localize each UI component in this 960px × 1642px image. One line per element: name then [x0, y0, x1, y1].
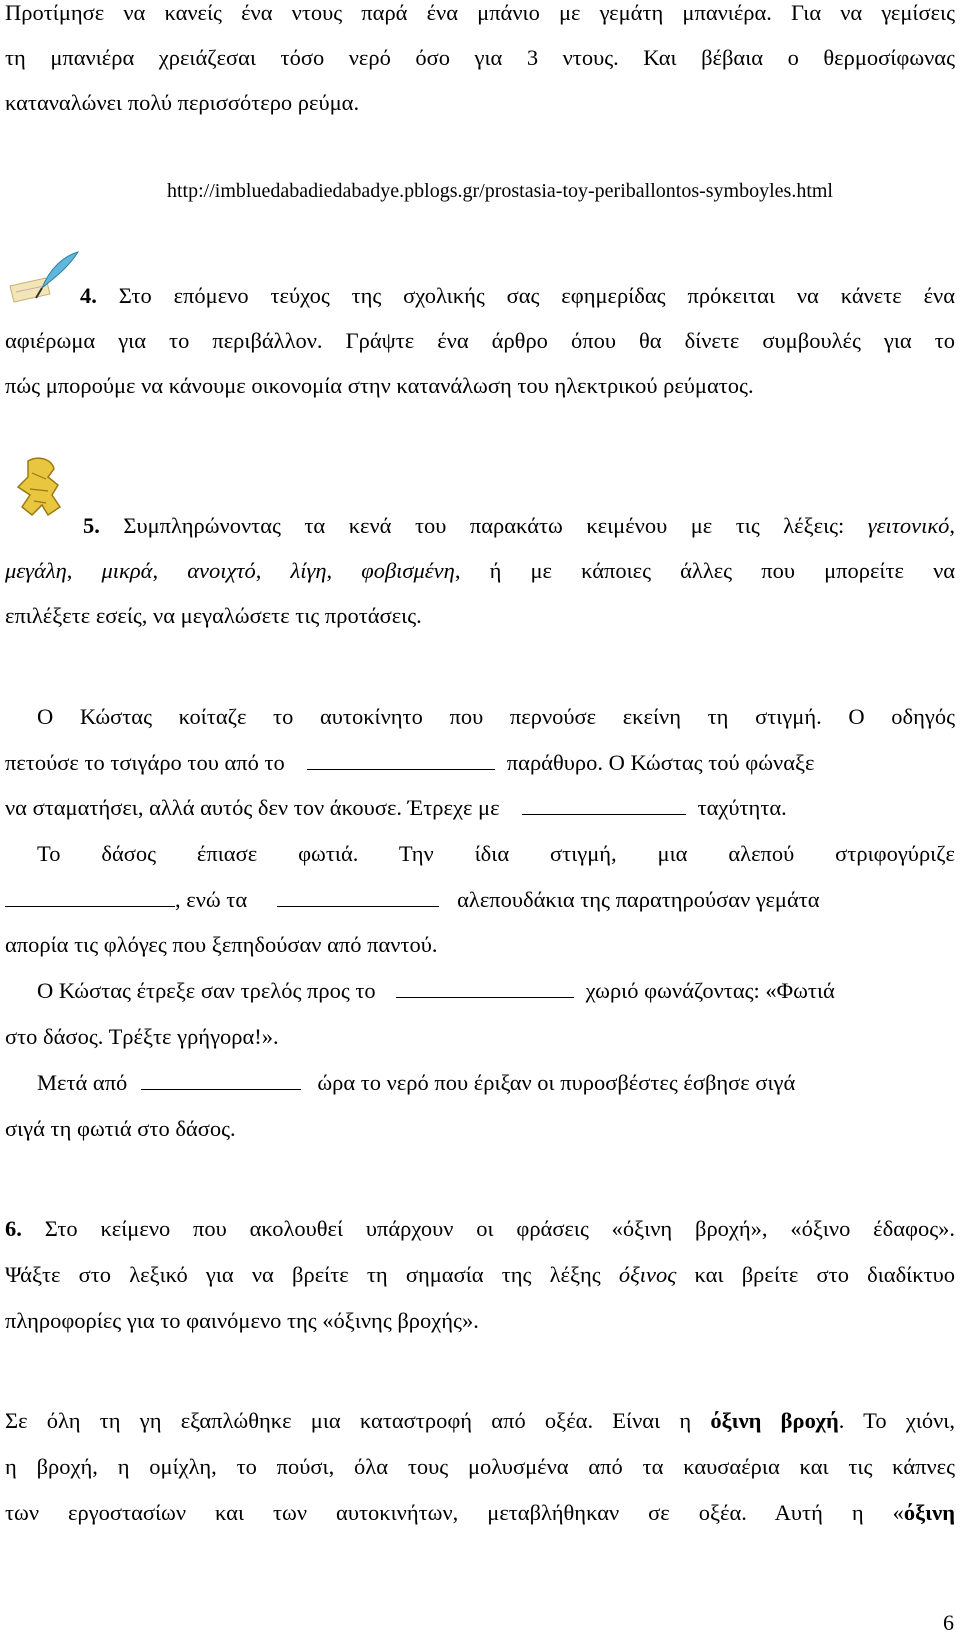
acid-line-3 [5, 1502, 955, 1525]
story-line-6: απορία τις φλόγες που ξεπηδούσαν από παντού. [5, 932, 438, 957]
word-mikra: μικρά [101, 558, 153, 583]
story-line-2 [5, 752, 955, 775]
story-line-9b: ώρα το νερό που έριξαν οι πυροσβέστες έσβησε σιγά [317, 1070, 796, 1095]
intro-line-3: καταναλώνει πολύ περισσότερο ρεύμα. [5, 90, 360, 115]
q6-line-3: πληροφορίες για το φαινόμενο της «όξινης βροχής». [5, 1308, 479, 1333]
q6-number: 6. [5, 1216, 22, 1241]
blank-5[interactable] [396, 996, 574, 998]
q4-line-1-text: Στο επόμενο τεύχος της σχολικής σας εφημερίδας πρόκειται να κάνετε ένα [118, 283, 956, 308]
story-line-3a: να σταματήσει, αλλά αυτός δεν τον άκουσε. Έτρεχε με [5, 795, 500, 820]
story-line-3b: ταχύτητα. [697, 795, 787, 820]
q5-line-2-text: ή με κάποιες άλλες που μπορείτε να [489, 558, 956, 583]
source-link[interactable]: http://imbluedabadiedabadye.pblogs.gr/prostasia-toy-periballontos-symboyles.html [167, 180, 833, 202]
blank-1[interactable] [307, 768, 495, 770]
story-line-9a: Μετά από [37, 1070, 128, 1095]
q4-line-1 [80, 285, 955, 308]
q6-line-2b: και βρείτε στο διαδίκτυο [694, 1262, 955, 1287]
story-line-2b: παράθυρο. Ο Κώστας τού φώναξε [506, 750, 815, 775]
q5-line-2: μεγάλη, μικρά, ανοιχτό, λίγη, φοβισμένη, ή με κάποιες άλλες που μπορείτε να [5, 558, 956, 583]
story-line-8: στο δάσος. Τρέξτε γρήγορα!». [5, 1024, 279, 1049]
word-ligi: λίγη [290, 558, 327, 583]
q6-line-2a: Ψάξτε στο λεξικό για να βρείτε τη σημασία της λέξης [5, 1262, 601, 1287]
word-anoixto: ανοιχτό [187, 558, 256, 583]
blank-4[interactable] [277, 905, 439, 907]
acid-bold-term-2: όξινη [903, 1500, 955, 1525]
q5-line-1: 5. Συμπληρώνοντας τα κενά του παρακάτω κειμένου με τις λέξεις: γειτονικό, [83, 513, 955, 538]
blank-3[interactable] [5, 905, 175, 907]
word-fovismeni: φοβισμένη [361, 558, 455, 583]
story-line-9 [37, 1072, 960, 1095]
acid-line-1a: Σε όλη τη γη εξαπλώθηκε μια καταστροφή από οξέα. Είναι η [5, 1408, 692, 1433]
story-line-7 [37, 980, 960, 1003]
q4-line-3: πώς μπορούμε να κάνουμε οικονομία στην κατανάλωση του ηλεκτρικού ρεύματος. [5, 373, 754, 398]
puzzle-figure-icon [8, 455, 78, 531]
acid-line-1b: . Το χιόνι, [838, 1408, 955, 1433]
story-line-5b: αλεπουδάκια της παρατηρούσαν γεμάτα [457, 887, 820, 912]
story-line-10: σιγά τη φωτιά στο δάσος. [5, 1116, 236, 1141]
story-line-3 [5, 797, 955, 820]
q5-number: 5. [83, 513, 100, 538]
story-line-7b: χωριό φωνάζοντας: «Φωτιά [585, 978, 835, 1003]
story-line-5a: , ενώ τα [175, 887, 248, 912]
intro-line-1: Προτίμησε να κανείς ένα ντους παρά ένα μπάνιο με γεμάτη μπανιέρα. Για να γεμίσεις [5, 0, 955, 25]
story-line-1: Ο Κώστας κοίταζε το αυτοκίνητο που περνούσε εκείνη τη στιγμή. Ο οδηγός [37, 704, 955, 729]
q5-line-3: επιλέξετε εσείς, να μεγαλώσετε τις προτάσεις. [5, 603, 422, 628]
word-geitoniko: γειτονικό [867, 513, 950, 538]
quill-pen-icon [6, 248, 82, 312]
blank-2[interactable] [522, 813, 686, 815]
page-number: 6 [943, 1610, 954, 1635]
q4-line-2: αφιέρωμα για το περιβάλλον. Γράψτε ένα άρθρο όπου θα δίνετε συμβουλές για το [5, 328, 955, 353]
story-line-4: Το δάσος έπιασε φωτιά. Την ίδια στιγμή, μια αλεπού στριφογύριζε [37, 841, 955, 866]
q6-line-1 [5, 1218, 955, 1241]
q6-line-1-text: Στο κείμενο που ακολουθεί υπάρχουν οι φράσεις «όξινη βροχή», «όξινο έδαφος». [44, 1216, 956, 1241]
acid-line-3a: των εργοστασίων και των αυτοκινήτων, μεταβλήθηκαν σε οξέα. Αυτή η « [5, 1500, 904, 1525]
acid-line-2: η βροχή, η ομίχλη, το πούσι, όλα τους μολυσμένα από τα καυσαέρια και τις κάπνες [5, 1454, 955, 1479]
acid-bold-term: όξινη βροχή [710, 1408, 839, 1433]
story-line-7a: Ο Κώστας έτρεξε σαν τρελός προς το [37, 978, 376, 1003]
intro-line-2: τη μπανιέρα χρειάζεσαι τόσο νερό όσο για 3 ντους. Και βέβαια ο θερμοσίφωνας [5, 45, 955, 70]
acid-line-1 [5, 1410, 955, 1433]
word-megali: μεγάλη [5, 558, 67, 583]
q5-line-1-text: Συμπληρώνοντας τα κενά του παρακάτω κειμένου με τις λέξεις: [123, 513, 845, 538]
q6-word-oxinos: όξινος [618, 1262, 677, 1287]
blank-6[interactable] [141, 1088, 301, 1090]
q6-line-2 [5, 1264, 955, 1287]
q4-number: 4. [80, 283, 97, 308]
story-line-2a: πετούσε το τσιγάρο του από το [5, 750, 285, 775]
story-line-5 [5, 889, 955, 912]
